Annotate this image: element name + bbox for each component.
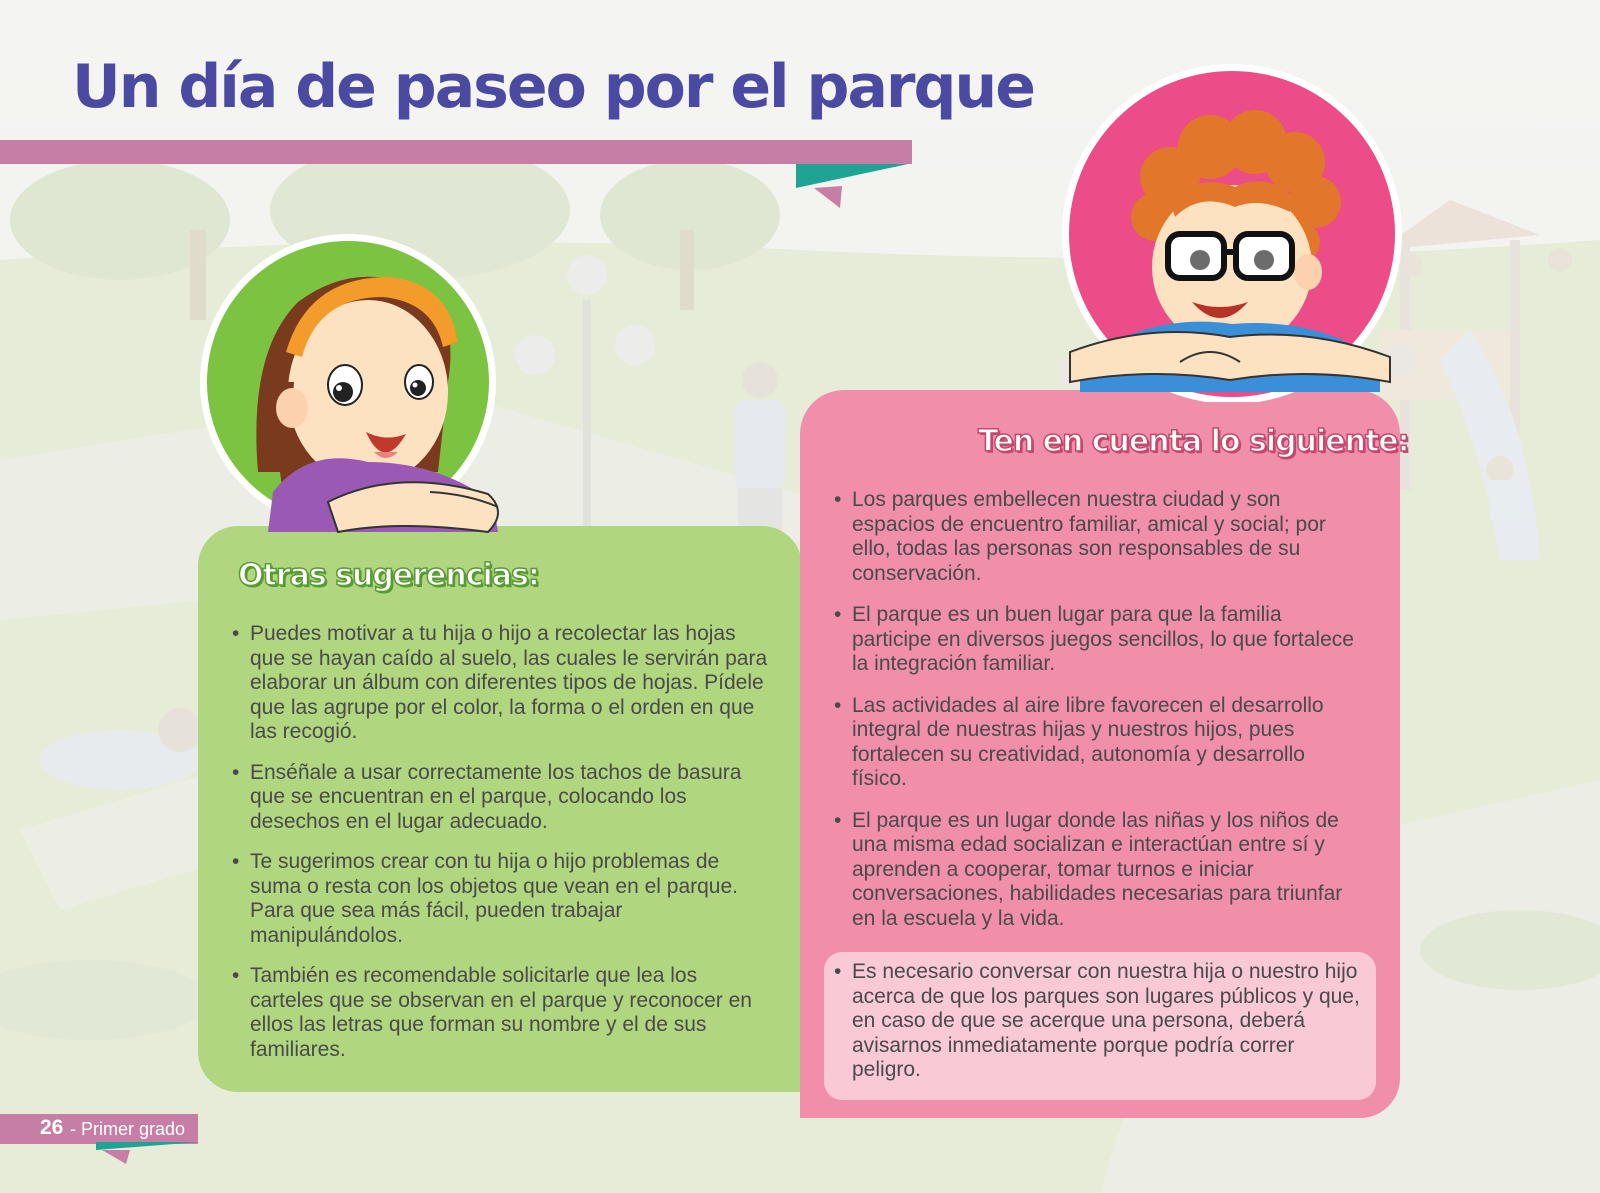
grade-label: - Primer grado [70,1119,186,1139]
suggestion-item: • Puedes motivar a tu hija o hijo a recolectar las hojas que se hayan caído al suelo, las cuales le servirán para elaborar un álbum con diferentes tipos de hojas. Pídele que las agrupe por el color, la forma o el orden en que las recogió. [232,622,772,745]
notes-list [834,488,1364,931]
safety-note-container [834,960,1364,1083]
suggestions-list [232,622,772,1062]
note-item: • El parque es un buen lugar para que la familia participe en diversos juegos sencillos, lo que fortalece la integración familiar. [834,603,1364,677]
title-ribbon-decoration [796,164,916,210]
note-item: • El parque es un lugar donde las niñas y los niños de una misma edad socializan e interactúan entre sí y aprenden a cooperar, tomar turnos e iniciar conversaciones, habilidades necesarias para triunfar en la escuela y la vida. [834,809,1364,932]
suggestion-item: • También es recomendable solicitarle que lea los carteles que se observan en el parque y reconocer en ellos las letras que forman su nombre y el de sus familiares. [232,964,772,1062]
note-item: • Las actividades al aire libre favorecen el desarrollo integral de nuestras hijas y nuestros hijos, pues fortalecen su creatividad, autonomía y desarrollo físico. [834,694,1364,792]
page-title: Un día de paseo por el parque [72,52,1034,122]
note-item: • Los parques embellecen nuestra ciudad y son espacios de encuentro familiar, amical y social; por ello, todas las personas son responsables de su conservación. [834,488,1364,586]
girl-avatar-icon [198,232,528,552]
boy-with-glasses-avatar-icon [1060,62,1410,402]
suggestions-list-container [232,622,772,1078]
suggestion-item: • Te sugerimos crear con tu hija o hijo problemas de suma o resta con los objetos que vean en el parque. Para que sea más fácil, pueden trabajar manipulándolos. [232,850,772,948]
notes-list-container [834,488,1364,948]
suggestion-item: • Enséñale a usar correctamente los tachos de basura que se encuentran en el parque, colocando los desechos en el lugar adecuado. [232,761,772,835]
suggestions-heading: Otras sugerencias: [238,558,539,593]
notes-heading: Ten en cuenta lo siguiente: [978,424,1409,459]
safety-note-item: • Es necesario conversar con nuestra hija o nuestro hijo acerca de que los parques son lugares públicos y que, en caso de que se acerque una persona, deberá avisarnos inmediatamente porque podría correr peligro. [834,960,1364,1083]
page-number: 26 [40,1116,64,1139]
title-accent-bar [0,140,912,164]
footer-ribbon-decoration [96,1142,206,1166]
safety-note-list [834,960,1364,1083]
